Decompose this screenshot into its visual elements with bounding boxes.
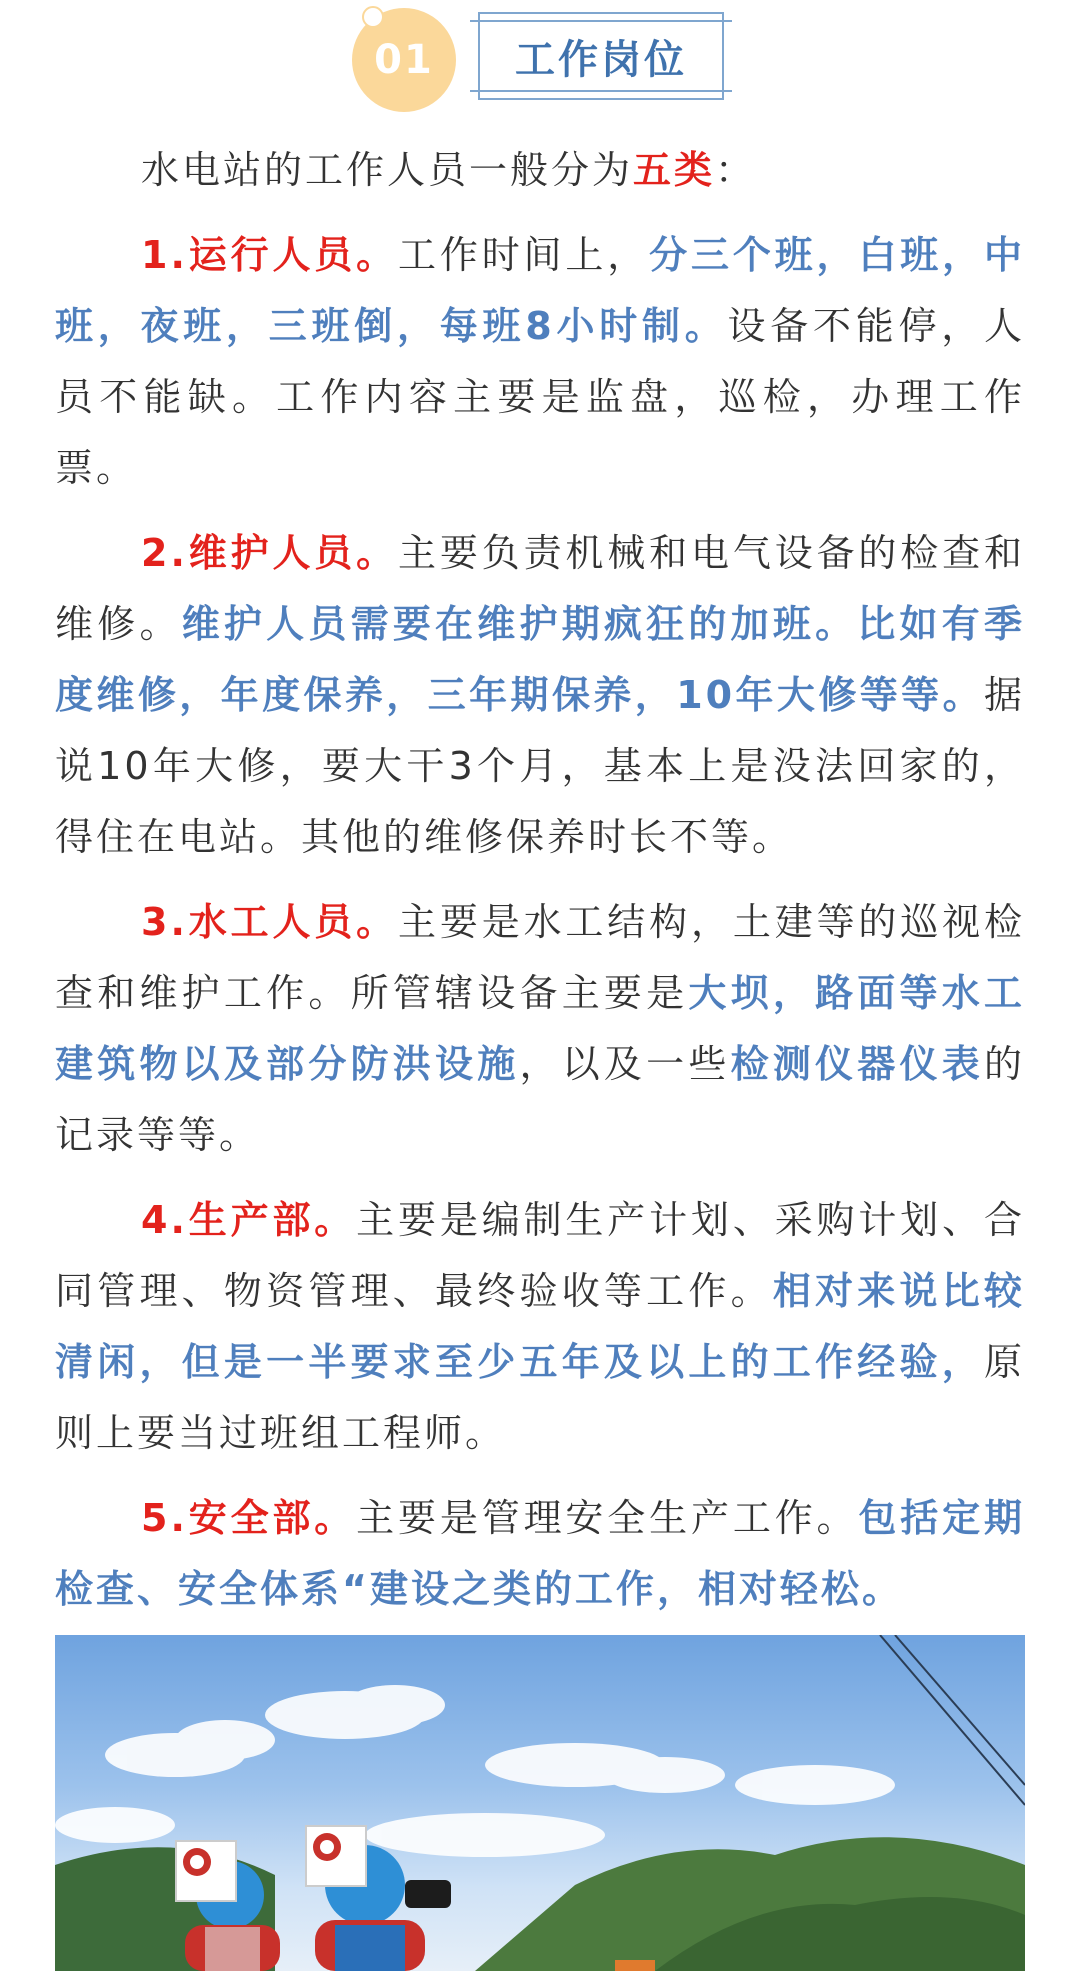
badge-sticker-icon bbox=[175, 1840, 237, 1902]
section-heading: 3.水工人员。 bbox=[141, 900, 399, 944]
photo-scene bbox=[55, 1635, 1025, 1971]
section-highlight: 包括定期检查、安全体系“建设之类的工作，相对轻松。 bbox=[55, 1496, 1025, 1611]
section-highlight: 大坝，路面等水工建筑物以及部分防洪设施 bbox=[55, 971, 1025, 1086]
section-title: 工作岗位 bbox=[515, 36, 687, 83]
section-text: 设备不能停，人员不能缺。工作内容主要是监盘，巡检，办理工作票。 bbox=[55, 304, 1025, 490]
section-highlight: 相对来说比较清闲，但是一半要求至少五年及以上的工作经验， bbox=[55, 1269, 1025, 1384]
clouds bbox=[55, 1685, 895, 1857]
article-photo bbox=[55, 1635, 1025, 1971]
section-maintenance bbox=[55, 518, 1025, 873]
section-operations bbox=[55, 220, 1025, 504]
section-heading: 2.维护人员。 bbox=[141, 531, 399, 575]
section-title-box bbox=[478, 12, 724, 100]
section-text: 原则上要当过班组工程师。 bbox=[55, 1340, 1025, 1455]
section-hydraulic bbox=[55, 887, 1025, 1171]
intro-paragraph bbox=[55, 135, 1025, 206]
intro-suffix: ： bbox=[715, 148, 757, 192]
badge-dot-decoration bbox=[362, 6, 384, 28]
section-text: 主要负责机械和电气设备的检查和维修。 bbox=[55, 531, 1025, 646]
intro-highlight: 五类 bbox=[633, 148, 716, 192]
section-header bbox=[0, 0, 1075, 120]
section-text: ，以及一些 bbox=[519, 1042, 731, 1086]
section-text: 的记录等等。 bbox=[55, 1042, 1025, 1157]
power-lines bbox=[880, 1635, 1025, 1805]
section-highlight: 检测仪器仪表 bbox=[730, 1042, 984, 1086]
intro-text: 水电站的工作人员一般分为 bbox=[141, 148, 634, 192]
orange-marker bbox=[615, 1960, 655, 1971]
section-text: 主要是管理安全生产工作。 bbox=[356, 1496, 859, 1540]
article-body bbox=[55, 135, 1025, 1639]
section-safety bbox=[55, 1483, 1025, 1625]
section-heading: 5.安全部。 bbox=[141, 1496, 357, 1540]
badge-sticker-icon bbox=[305, 1825, 367, 1887]
section-heading: 1.运行人员。 bbox=[141, 233, 398, 277]
section-highlight: 维护人员需要在维护期疯狂的加班。比如有季度维修，年度保养，三年期保养，10年大修等等。 bbox=[55, 602, 1025, 717]
section-text: 工作时间上， bbox=[398, 233, 650, 277]
section-text: 主要是水工结构，土建等的巡视检查和维护工作。所管辖设备主要是 bbox=[55, 900, 1025, 1015]
section-highlight: 分三个班，白班，中班，夜班，三班倒，每班8小时制。 bbox=[55, 233, 1025, 348]
section-production bbox=[55, 1185, 1025, 1469]
section-text: 据说10年大修，要大干3个月，基本上是没法回家的，得住在电站。其他的维修保养时长不等。 bbox=[55, 673, 1025, 859]
section-number: 01 bbox=[374, 37, 434, 83]
section-heading: 4.生产部。 bbox=[141, 1198, 357, 1242]
section-text: 主要是编制生产计划、采购计划、合同管理、物资管理、最终验收等工作。 bbox=[55, 1198, 1025, 1313]
